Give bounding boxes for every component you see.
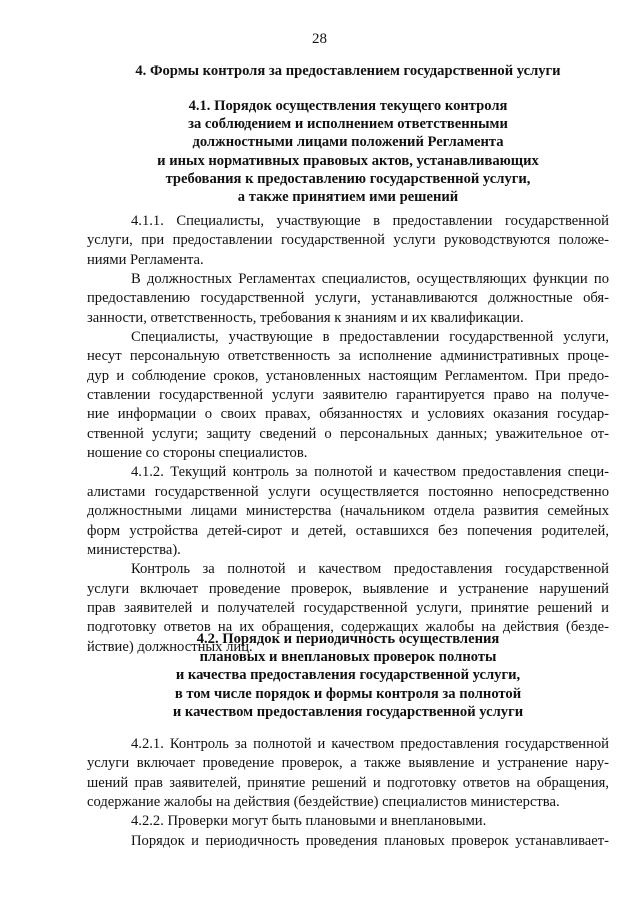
heading-line: за соблюдением и исполнением ответственными	[188, 116, 508, 133]
subsection-heading-4-2	[87, 630, 609, 721]
text-line: Порядок и периодичность проведения плановых проверок устанавливает-	[131, 832, 609, 849]
text-line: предоставлению государственной услуги, устанавливаются должностные обя-	[87, 290, 609, 307]
heading-line: 4.2. Порядок и периодичность осуществления	[196, 631, 500, 647]
text-line: дур и соблюдение сроков, установленных настоящим Регламентом. При предо-	[87, 367, 609, 384]
text-line: Специалисты, участвующие в предоставлении государственной услуги,	[131, 329, 609, 346]
text-line: 4.1.2. Текущий контроль за полнотой и качеством предоставления специ-	[131, 464, 609, 481]
text-line: шений прав заявителей, принятие решений и подготовку ответов на обращения,	[87, 774, 609, 791]
text-line: услуги включает проведение проверок, а также выявление и устранение нару-	[87, 755, 609, 772]
heading-line: и качества предоставления государственной услуги,	[175, 667, 521, 684]
heading-line: и иных нормативных правовых актов, устанавливающих	[157, 152, 539, 169]
page-number: 28	[312, 31, 327, 47]
heading-line: и качеством предоставления государственной услуги	[172, 703, 524, 720]
text-line: алистами государственной услуги осуществляется постоянно непосредственно	[87, 483, 609, 500]
text-line: форм устройства детей-сирот и детей, оставшихся без попечения родителей,	[87, 522, 609, 539]
text-line: Контроль за полнотой и качеством предоставления государственной	[131, 561, 609, 578]
heading-line: 4.1. Порядок осуществления текущего контроля	[188, 98, 508, 114]
text-line: ственной услуги; защиту сведений о персональных данных; уважительное от-	[87, 425, 609, 442]
text-line: несут персональную ответственность за исполнение административных проце-	[87, 348, 609, 365]
section-heading: 4. Формы контроля за предоставлением государственной услуги	[135, 63, 561, 79]
heading-line: плановых и внеплановых проверок полноты	[199, 649, 497, 666]
text-line: министерства).	[87, 541, 181, 558]
text-line: ниями Регламента.	[87, 251, 204, 268]
text-line: содержание жалобы на действия (бездействие) специалистов министерства.	[87, 794, 560, 811]
text-line: занности, ответственность, требования к знаниям и их квалификации.	[87, 309, 524, 326]
text-line: 4.2.1. Контроль за полнотой и качеством предоставления государственной	[131, 736, 609, 752]
text-line: 4.2.2. Проверки могут быть плановыми и внеплановыми.	[131, 813, 487, 830]
heading-line: должностными лицами положений Регламента	[192, 134, 504, 151]
text-line: ставлении государственной услуги заявителю гарантируется право на получе-	[87, 387, 609, 404]
text-line: подготовку ответов на их обращения, содержащих жалобы на действия (безде-	[87, 619, 609, 636]
text-line: ние информации о своих правах, обязанностях и условиях оказания государ-	[87, 406, 609, 423]
body-text-4-1	[87, 212, 609, 657]
text-line: услуги включает проведение проверок, выявление и устранение нарушений	[87, 580, 609, 597]
text-line: услуги, при предоставлении государственной услуги руководствуются положе-	[87, 232, 609, 249]
text-line: должностными лицами министерства (начальником отдела развития семейных	[87, 503, 609, 520]
text-line: йствие) должностных лиц.	[87, 638, 253, 655]
heading-line: требования к предоставлению государственной услуги,	[165, 170, 531, 187]
text-line: ношение со стороны специалистов.	[87, 445, 308, 462]
subsection-heading-4-1	[87, 97, 609, 206]
body-text-4-2	[87, 735, 609, 851]
text-line: 4.1.1. Специалисты, участвующие в предоставлении государственной	[131, 213, 609, 229]
heading-line: а также принятием ими решений	[237, 189, 459, 206]
text-line: прав заявителей и получателей государственной услуги, принятие решений и	[87, 599, 609, 616]
heading-line: в том числе порядок и формы контроля за полнотой	[174, 685, 522, 702]
text-line: В должностных Регламентах специалистов, осуществляющих функции по	[131, 271, 609, 288]
